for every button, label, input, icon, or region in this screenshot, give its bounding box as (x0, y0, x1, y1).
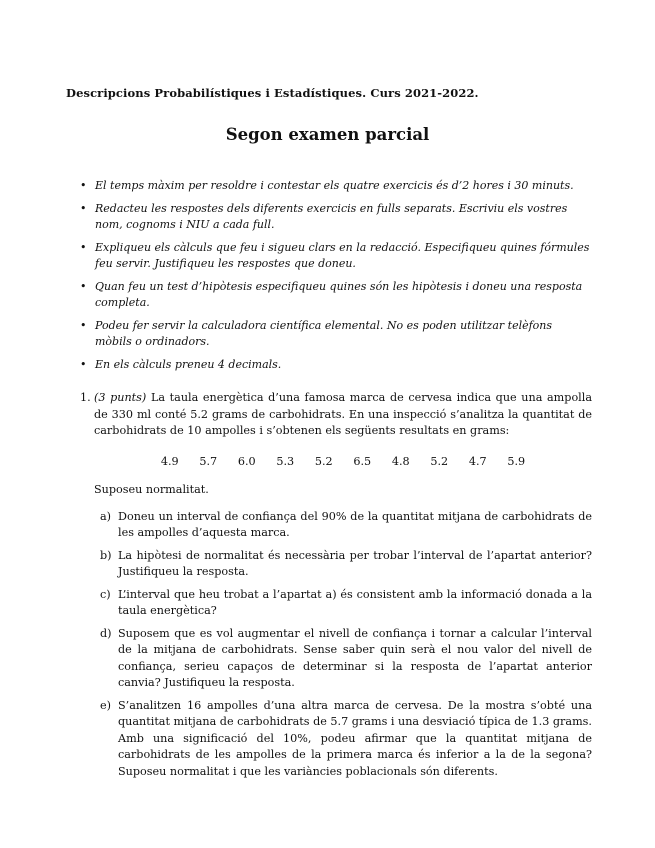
instruction-item (80, 201, 592, 233)
data-value: 5.9 (507, 454, 526, 468)
data-values-row (94, 454, 592, 471)
subquestion-label: b) (100, 548, 112, 562)
subquestion-e (94, 698, 592, 781)
bullet-icon: • (80, 280, 87, 293)
data-value: 5.3 (276, 454, 295, 468)
data-value: 6.5 (353, 454, 372, 468)
bullet-icon: • (80, 179, 87, 192)
bullet-icon: • (80, 358, 87, 371)
instruction-text: Expliqueu els càlculs que feu i sigueu clars en la redacció. Especifiqueu quines fórmules feu servir. Justifiqueu les respostes que doneu. (95, 241, 590, 270)
problem-text: La taula energètica d’una famosa marca de cervesa indica que una ampolla de 330 ml conté 5.2 grams de carbohidrats. En una inspecció s’analitza la quantitat de carbohidrats de 10 ampolles i s’obtenen els següents resultats en grams: (94, 391, 593, 437)
bullet-icon: • (80, 319, 87, 332)
subquestions-list (94, 509, 592, 781)
subquestion-label: d) (100, 626, 112, 640)
instruction-item (80, 357, 592, 373)
course-header: Descripcions Probabilístiques i Estadístiques. Curs 2021-2022. (66, 86, 479, 100)
instruction-text: Redacteu les respostes dels diferents exercicis en fulls separats. Escriviu els vostres nom, cognoms i NIU a cada full. (95, 202, 568, 231)
data-value: 4.8 (391, 454, 410, 468)
subquestion-a (94, 509, 592, 542)
data-value: 5.7 (199, 454, 218, 468)
subquestion-text: L’interval que heu trobat a l’apartat a) és consistent amb la informació donada a la taula energètica? (118, 587, 592, 617)
data-value: 4.7 (468, 454, 487, 468)
problem-body (94, 390, 592, 780)
instruction-text: Podeu fer servir la calculadora científica elemental. No es poden utilitzar telèfons mòbils o ordinadors. (95, 319, 553, 348)
exam-title: Segon examen parcial (225, 125, 430, 144)
instruction-item (80, 178, 592, 194)
subquestion-d (94, 626, 592, 692)
subquestion-label: e) (100, 698, 111, 712)
subquestion-text: Doneu un interval de confiança del 90% de la quantitat mitjana de carbohidrats de les ampolles d’aquesta marca. (118, 509, 592, 539)
data-value: 4.9 (160, 454, 179, 468)
instruction-item (80, 318, 592, 350)
data-value: 5.2 (430, 454, 449, 468)
problem-statement (94, 390, 592, 440)
instruction-item (80, 240, 592, 272)
data-value: 5.2 (314, 454, 333, 468)
problem-1 (80, 390, 592, 786)
instructions-list (80, 178, 592, 380)
subquestion-b (94, 548, 592, 581)
subquestion-label: a) (100, 509, 112, 523)
normality-assumption: Suposeu normalitat. (94, 483, 209, 496)
instruction-text: El temps màxim per resoldre i contestar els quatre exercicis és d’2 hores i 30 minuts. (95, 179, 574, 192)
problem-number: 1. (80, 391, 91, 404)
subquestion-text: S’analitzen 16 ampolles d’una altra marca de cervesa. De la mostra s’obté una quantitat mitjana de carbohidrats de 5.7 grams i una desviació típica de 1.3 grams. Amb una significació del 10%, podeu afirmar que la quantitat mitjana de carbohidrats de les ampolles de la primera marca és inferior a la de la segona? Suposeu normalitat i que les variàncies poblacionals són diferents. (118, 698, 592, 778)
bullet-icon: • (80, 241, 87, 254)
problem-points: (3 punts) (94, 391, 147, 404)
instruction-text: Quan feu un test d’hipòtesis especifiqueu quines són les hipòtesis i doneu una resposta completa. (95, 280, 583, 309)
subquestion-text: La hipòtesi de normalitat és necessària per trobar l’interval de l’apartat anterior? Justifiqueu la resposta. (118, 548, 592, 578)
bullet-icon: • (80, 202, 87, 215)
subquestion-c (94, 587, 592, 620)
data-value: 6.0 (237, 454, 256, 468)
instruction-text: En els càlculs preneu 4 decimals. (95, 358, 282, 371)
instruction-item (80, 279, 592, 311)
subquestion-text: Suposem que es vol augmentar el nivell de confiança i tornar a calcular l’interval de la mitjana de carbohidrats. Sense saber quin serà el nou valor del nivell de confiança, serieu capaços de determinar si la resposta de l’apartat anterior canvia? Justifiqueu la resposta. (118, 626, 592, 689)
subquestion-label: c) (100, 587, 111, 601)
